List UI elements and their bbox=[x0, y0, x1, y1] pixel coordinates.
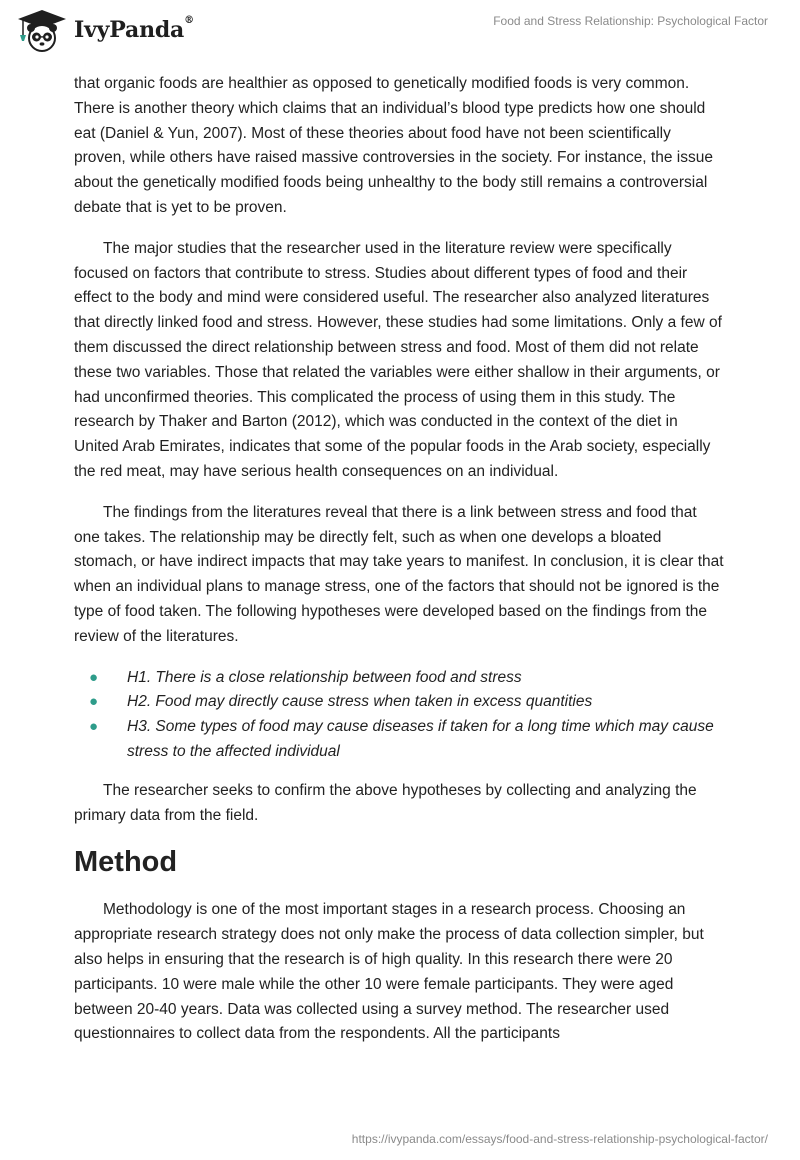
essay-content bbox=[74, 72, 724, 1063]
hypotheses-list bbox=[74, 666, 724, 765]
list-item bbox=[74, 666, 724, 691]
panda-graduate-icon bbox=[14, 8, 70, 52]
hypothesis-text: H3. Some types of food may cause diseases if taken for a long time which may cause stress to the affected individual bbox=[127, 718, 714, 760]
list-item bbox=[74, 715, 724, 765]
hypothesis-text: H1. There is a close relationship between food and stress bbox=[127, 668, 522, 686]
paragraph-methodology: Methodology is one of the most important stages in a research process. Choosing an appropriate research strategy does not only make the process of data collection simpler, but also helps in ensuring that the research is of high quality. In this research there were 20 participants. 10 were male while the other 10 were female participants. They were aged between 20-40 years. Data was collected using a survey method. The researcher used questionnaires to collect data from the respondents. All the participants bbox=[74, 901, 704, 1043]
bullet-dot-icon: ● bbox=[89, 718, 99, 736]
bullet-dot-icon: ● bbox=[89, 693, 99, 711]
paragraph-findings: The findings from the literatures reveal that there is a link between stress and food that one takes. The relationship may be directly felt, such as when one develops a bloated stomach, or have indirect impacts that may take years to manifest. In conclusion, it is clear that when an individual plans to manage stress, one of the factors that should not be ignored is the type of food taken. The following hypotheses were developed based on the findings from the review of the literatures. bbox=[74, 503, 724, 645]
section-heading-method: Method bbox=[74, 846, 178, 879]
bullet-dot-icon: ● bbox=[89, 668, 99, 686]
document-title: Food and Stress Relationship: Psychological Factor bbox=[493, 14, 768, 28]
paragraph-continued: that organic foods are healthier as opposed to genetically modified foods is very common. There is another theory which claims that an individual’s blood type predicts how one should eat (Daniel & Yun, 2007). Most of these theories about food have not been scientifically proven, while others have raised massive controversies in the society. For instance, the issue about the genetically modified foods being unhealthy to the body still remains a controversial debate that is yet to be proven. bbox=[74, 75, 713, 216]
brand-logo[interactable] bbox=[14, 8, 194, 52]
page-header bbox=[0, 0, 800, 60]
list-item bbox=[74, 690, 724, 715]
paragraph-confirm-hypotheses: The researcher seeks to confirm the above hypotheses by collecting and analyzing the primary data from the field. bbox=[74, 781, 697, 824]
hypothesis-text: H2. Food may directly cause stress when taken in excess quantities bbox=[127, 693, 593, 711]
paragraph-literature-studies: The major studies that the researcher used in the literature review were specifically focused on factors that contribute to stress. Studies about different types of food and their effect to the body and mind were considered useful. The researcher also analyzed literatures that directly linked food and stress. However, these studies had some limitations. Only a few of them discussed the direct relationship between stress and food. Most of them did not relate these two variables. Those that related the variables were either shallow in their arguments, or had unconfirmed theories. This complicated the process of using them in this study. The research by Thaker and Barton (2012), which was conducted in the context of the diet in United Arab Emirates, indicates that some of the popular foods in the Arab society, especially the red meat, may have serious health consequences on an individual. bbox=[74, 239, 722, 480]
brand-name: IvyPanda® bbox=[74, 15, 194, 43]
source-url[interactable]: https://ivypanda.com/essays/food-and-stress-relationship-psychological-factor/ bbox=[351, 1132, 768, 1146]
